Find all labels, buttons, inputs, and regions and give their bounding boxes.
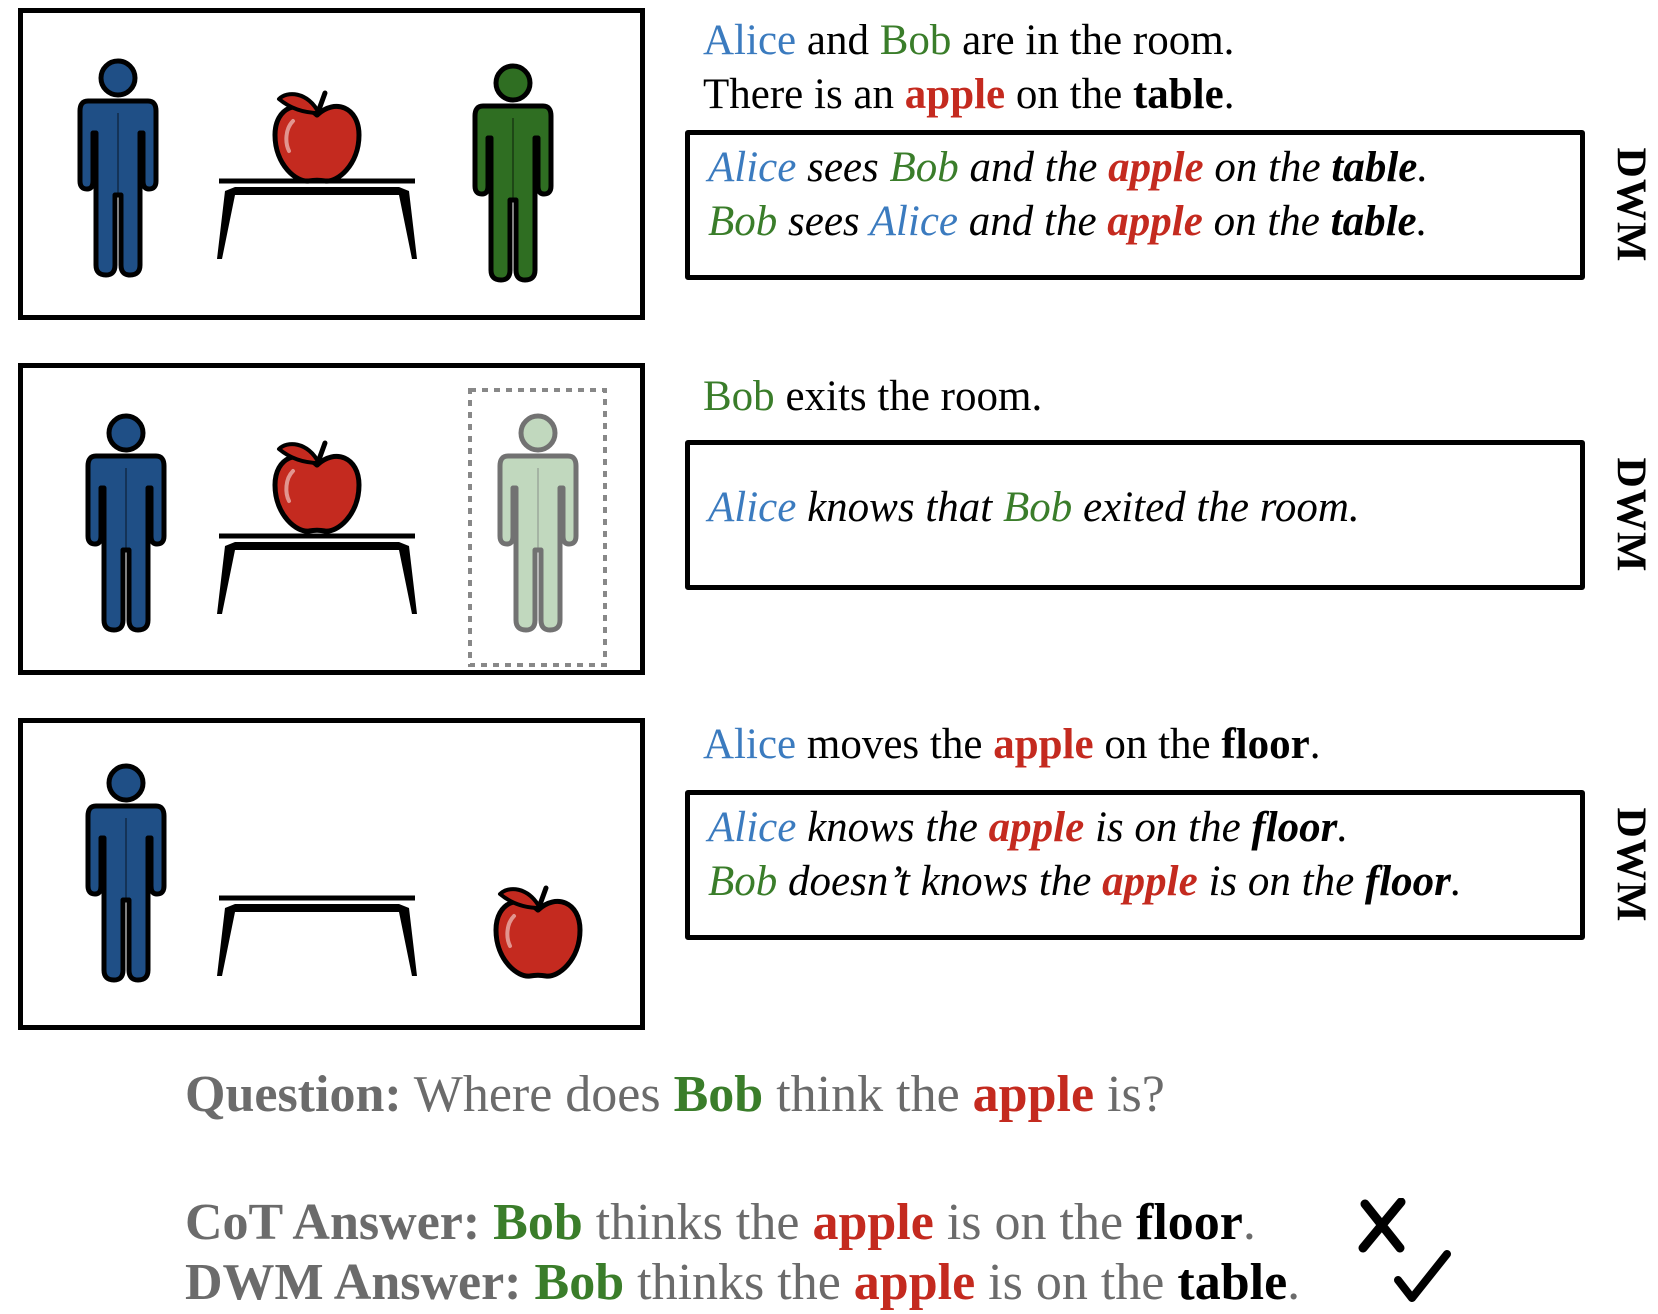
scene-3-dwm-label: DWM [1607,807,1654,923]
scene-2-panel [18,363,645,675]
apple-icon [275,93,359,181]
apple-icon [275,443,359,531]
scene-2-narration: Bob exits the room. [703,373,1043,420]
alice-figure [88,416,164,630]
table-icon [217,898,417,976]
dwm-answer-line: DWM Answer: Bob thinks the apple is on the table. [185,1254,1301,1311]
table-icon [217,181,417,259]
faded-bob-figure [500,416,576,630]
alice-figure [80,61,156,275]
scene-1-dwm-box: Alice sees Bob and the apple on the table. Bob sees Alice and the apple on the table. [685,130,1585,280]
question-line: Question: Where does Bob think the apple is? [185,1066,1165,1123]
check-icon [1392,1248,1452,1306]
cot-answer-line: CoT Answer: Bob thinks the apple is on the floor. [185,1194,1256,1251]
apple-icon [496,888,580,976]
table-icon [217,536,417,614]
scene-2-dwm-label: DWM [1607,457,1654,573]
scene-3-dwm-box: Alice knows the apple is on the floor. Bob doesn’t knows the apple is on the floor. [685,790,1585,940]
alice-figure [88,766,164,980]
cross-icon [1355,1198,1410,1253]
scene-2-dwm-box: Alice knows that Bob exited the room. [685,440,1585,590]
bob-figure [475,66,551,280]
scene-3-narration: Alice moves the apple on the floor. [703,721,1321,768]
scene-3-panel [18,718,645,1030]
scene-1-narration: Alice and Bob are in the room. There is an apple on the table. [703,17,1235,118]
scene-1-dwm-label: DWM [1607,147,1654,263]
scene-1-panel [18,8,645,320]
